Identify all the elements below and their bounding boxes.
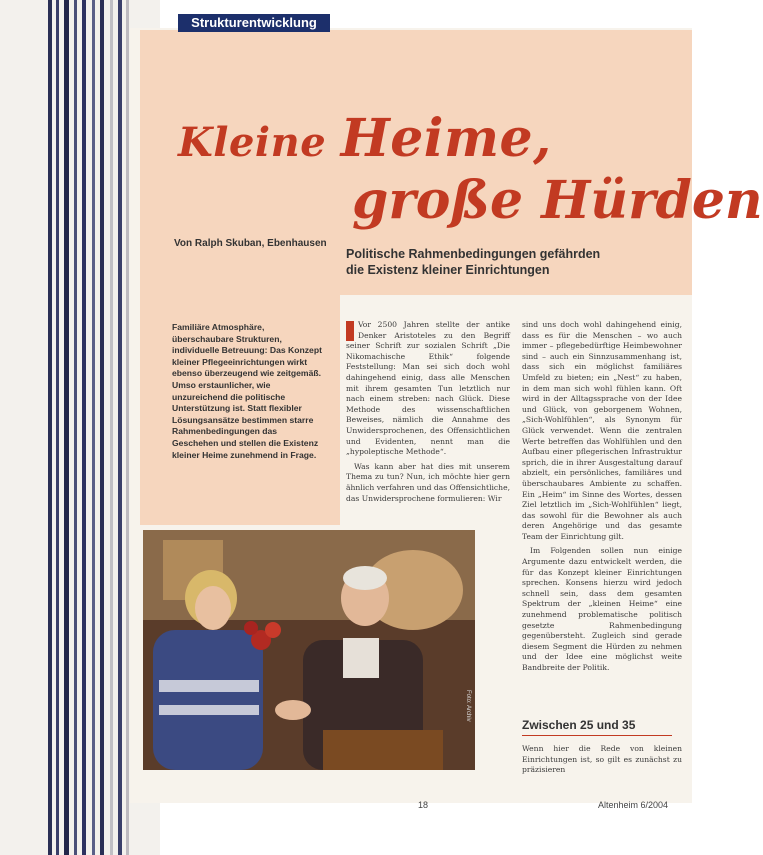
article-column-1 <box>346 320 510 504</box>
paragraph: Im Folgenden sollen nun einige Argumente dazu entwickelt werden, die für das Konzept kleiner Einrichtungen sprechen. Konsens hierzu wird jedoch schnell sein, dass dem gesamten Spektrum der „kleinen Heime“ eine zunehmend problematische politisch gesetzte Rahmenbedingung gegenübersteht. Zugleich sind gerade diesem Segment die Hürden zu nehmen und der Idee eine möglichst weite Bandbreite der Politik. <box>522 546 682 672</box>
section-label: Strukturentwicklung <box>178 14 330 32</box>
paragraph: Vor 2500 Jahren stellte der antike Denker Aristoteles zu den Begriff seiner Schrift zur sozialen Schrift „Die Nikomachische Ethik“ folgende Feststellung: Man sei sich doch wohl dahingehend einig, dass alle Menschen mit ihrem gesamten Tun letztlich nur nach einem streben: nach Glück. Diese Methode des wissenschaftlichen Beweises, nämlich die Annahme des Unwidersprochenen, des Offensichtlichen und Evidenten, nennt man die „hypoleptische Methode“. <box>346 320 510 457</box>
subtitle <box>346 246 646 278</box>
photo-credit: Foto: Archiv <box>465 690 471 722</box>
paragraph: sind uns doch wohl dahingehend einig, dass es für die Menschen – wo auch immer – pflegebedürftige Heimbewohner sind – auch ein Sinnzusammenhang ist, dass sich ein möglichst familiäres Umfeld zu bieten; ein „Nest“ zu haben, in dem man sich wohl fühlen kann. Oft wird in der Alltagssprache von der Idee und Glück, von geborgenem Wohnen, „Sich-Wohlfühlen“, als Synonym für Glück verwendet. Wenn die zentralen Werte betreffen das Wohlfühlen und den Aufbau einer pflegerischen Infrastruktur sprich, die in ihrer Ausgestaltung darauf abzielt, ein persönliches, familiäres und überschaubares Ambiente zu schaffen. Ein „Heim“ im Sinne des Wortes, dessen Ziel letztlich im „Sich-Wohlfühlen“ liegt, das sowohl für die Bewohner als auch deren Angehörige und das gesamte Team der Einrichtung gilt. <box>522 320 682 541</box>
footer-publication: Altenheim 6/2004 <box>598 800 669 810</box>
section-heading: Zwischen 25 und 35 <box>522 718 636 732</box>
heading-underline <box>522 735 672 736</box>
title-word-heime: Heime, <box>340 108 552 169</box>
subtitle-line-1: Politische Rahmenbedingungen gefährden <box>346 247 601 261</box>
article-column-3: Wenn hier die Rede von kleinen Einrichtungen ist, so gilt es zunächst zu präzisieren <box>522 744 682 775</box>
teaser-text: Familiäre Atmosphäre, überschaubare Strukturen, individuelle Betreuung: Das Konzept kleiner Pflegeeinrichtungen wirkt ebenso überzeugend wie zeitgemäß. Umso erstaunlicher, wie unzureichend die politische Unterstützung ist. Statt flexibler Lösungsansätze bestimmen starre Rahmenbedingungen das Geschehen und stellen die Existenz kleiner Heime zunehmend in Frage. <box>172 322 322 460</box>
title-word-kleine: Kleine <box>178 119 341 166</box>
title-line-2: große Hürden <box>352 170 763 231</box>
page-number: 18 <box>418 800 429 810</box>
drop-cap-bar <box>346 321 354 341</box>
article-photo <box>143 530 475 770</box>
title-line-1 <box>178 108 552 169</box>
photo-illustration <box>143 530 475 770</box>
paragraph: Was kann aber hat dies mit unserem Thema zu tun? Nun, ich möchte hier gern ähnlich verfahren und das Offensichtliche, das Unwidersprochene formulieren: Wir <box>346 461 510 503</box>
subtitle-line-2: die Existenz kleiner Einrichtungen <box>346 263 550 277</box>
author-byline: Von Ralph Skuban, Ebenhausen <box>174 238 327 249</box>
article-column-2 <box>522 320 682 674</box>
